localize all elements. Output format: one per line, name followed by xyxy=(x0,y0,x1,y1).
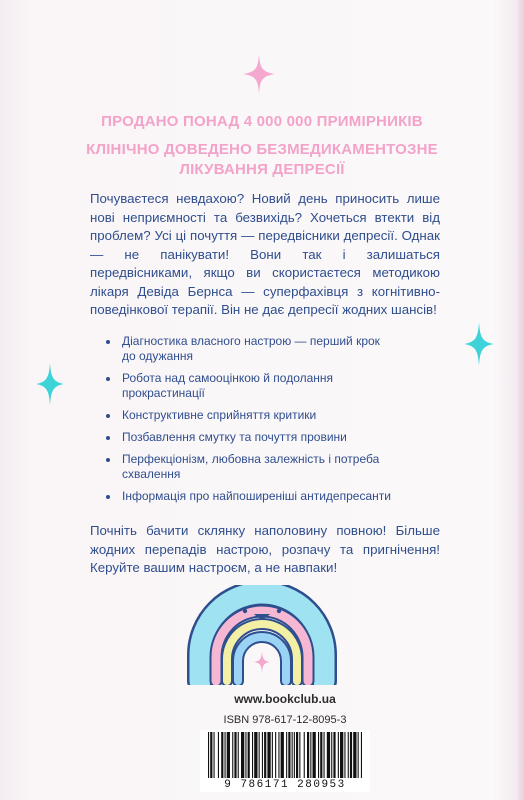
barcode-bar xyxy=(361,732,362,778)
barcode-bar xyxy=(248,732,250,778)
proven-headline-line2: ЛІКУВАННЯ ДЕПРЕСІЇ xyxy=(179,161,345,178)
barcode-bar xyxy=(232,732,233,778)
barcode-bar xyxy=(278,732,279,778)
barcode-bar xyxy=(267,732,270,778)
bullet-dot xyxy=(106,495,110,499)
bullet-dot xyxy=(106,340,110,344)
barcode-bar xyxy=(288,732,290,778)
barcode-bar xyxy=(259,732,260,778)
barcode-bar xyxy=(307,732,309,778)
isbn-number: ISBN 978-617-12-8095-3 xyxy=(223,714,347,726)
barcode-bar xyxy=(234,732,236,778)
barcode-bar xyxy=(340,732,343,778)
barcode-bar xyxy=(331,732,332,778)
bullet-dot xyxy=(106,436,110,440)
bullet-dot xyxy=(106,377,110,381)
barcode-bar xyxy=(252,732,253,778)
barcode-bar xyxy=(333,732,335,778)
bullet-dot xyxy=(106,458,110,462)
barcode-bar xyxy=(214,732,215,778)
bullet-dot xyxy=(106,414,110,418)
barcode-bar xyxy=(358,732,359,778)
barcode-bar xyxy=(353,732,356,778)
outro-paragraph: Почніть бачити склянку наполовину повною! Більше жодних перепадів настрою, розпачу та пригнічення! Керуйте вашим настроєм, а не навпаки! xyxy=(90,523,440,575)
barcode-bar xyxy=(324,732,325,778)
barcode-bar xyxy=(294,732,295,778)
list-item: Конструктивне сприйняття критики xyxy=(104,408,394,423)
sparkle-pink-icon xyxy=(243,54,275,94)
website-url: www.bookclub.ua xyxy=(234,692,336,706)
list-item: Позбавлення смутку та почуття провини xyxy=(104,430,394,445)
list-item: Діагностика власного настрою — перший крок до одужання xyxy=(104,334,394,364)
barcode-bar xyxy=(304,732,305,778)
barcode-bar xyxy=(338,732,339,778)
barcode-digits: 9 786171 280953 xyxy=(200,779,370,791)
proven-headline-line1: КЛІНІЧНО ДОВЕДЕНО БЕЗМЕДИКАМЕНТОЗНЕ xyxy=(86,141,438,158)
rainbow-illustration xyxy=(178,585,346,685)
intro-paragraph: Почуваєтеся невдахою? Новий день приносить лише нові неприємності та безвихідь? Хочеться втекти від проблем? Усі ці почуття — передвісники депресії. Однак — не панікувати! Вони так і залишаться передвісниками, якщо ви скористаєтеся методикою лікаря Девіда Бернса — суперфахівця з когнітивно-поведінкової терапії. Він не дає депресії жодних шансів! xyxy=(90,191,440,317)
barcode-bar xyxy=(310,732,311,778)
list-item: Перфекціонізм, любовна залежність і потреба схвалення xyxy=(104,452,394,482)
barcode-bar xyxy=(227,732,230,778)
sold-copies-headline: ПРОДАНО ПОНАД 4 000 000 ПРИМІРНИКІВ xyxy=(101,113,423,130)
barcode-bar xyxy=(299,732,300,778)
barcode-bar xyxy=(286,732,287,778)
barcode-bar xyxy=(327,732,330,778)
barcode-bar xyxy=(221,732,223,778)
sparkle-teal-icon xyxy=(36,363,64,405)
barcode-bar xyxy=(210,732,212,778)
barcode-bar xyxy=(292,732,293,778)
barcode-bar xyxy=(241,732,244,778)
barcode-bar xyxy=(348,732,349,778)
barcode-bar xyxy=(272,732,273,778)
barcode-bar xyxy=(344,732,345,778)
barcode-bar xyxy=(275,732,276,778)
sparkle-teal-icon xyxy=(464,322,494,366)
barcode-bar xyxy=(281,732,284,778)
list-item: Інформація про найпоширеніші антидепресанти xyxy=(104,489,394,504)
barcode-bar xyxy=(296,732,298,778)
barcode-bar xyxy=(218,732,219,778)
barcode-bar xyxy=(208,732,209,778)
barcode-bar xyxy=(320,732,322,778)
barcode-bar xyxy=(245,732,246,778)
list-item: Робота над самооцінкою й подолання прокрастинації xyxy=(104,371,394,401)
barcode-bar xyxy=(313,732,316,778)
barcode-bar xyxy=(318,732,319,778)
barcode-bar xyxy=(238,732,239,778)
barcode-bar xyxy=(264,732,266,778)
barcode-bar xyxy=(225,732,226,778)
barcode-bar xyxy=(262,732,263,778)
feature-list xyxy=(104,334,394,511)
barcode-bar xyxy=(254,732,257,778)
barcode-bar xyxy=(350,732,352,778)
